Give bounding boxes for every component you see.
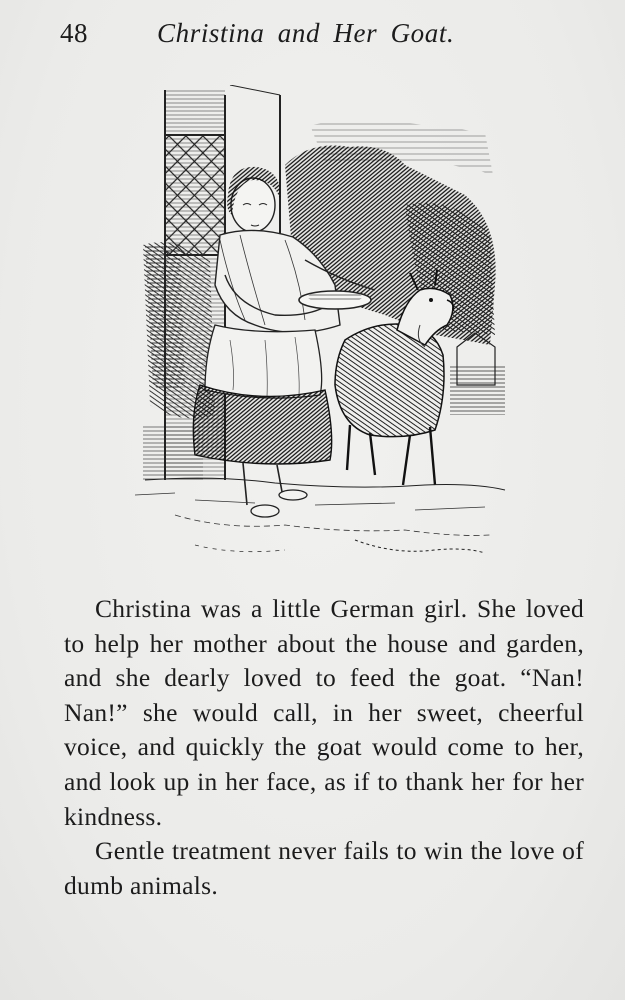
- engraving-illustration: [135, 85, 510, 560]
- girl-and-goat-engraving: [135, 85, 510, 560]
- running-title: Christina and Her Goat.: [157, 18, 455, 48]
- body-text: [64, 592, 584, 903]
- running-head: [0, 14, 625, 54]
- paragraph-2: Gentle treatment never fails to win the love of dumb animals.: [64, 836, 584, 900]
- paragraph-1: Christina was a little German girl. She loved to help her mother about the house and garden, and she dearly loved to feed the goat. “Nan! Nan!” she would call, in her sweet, cheerful voice, and quickly the goat would come to her, and look up in her face, as if to thank her for her kindness.: [64, 594, 584, 831]
- page-number: 48: [60, 18, 88, 48]
